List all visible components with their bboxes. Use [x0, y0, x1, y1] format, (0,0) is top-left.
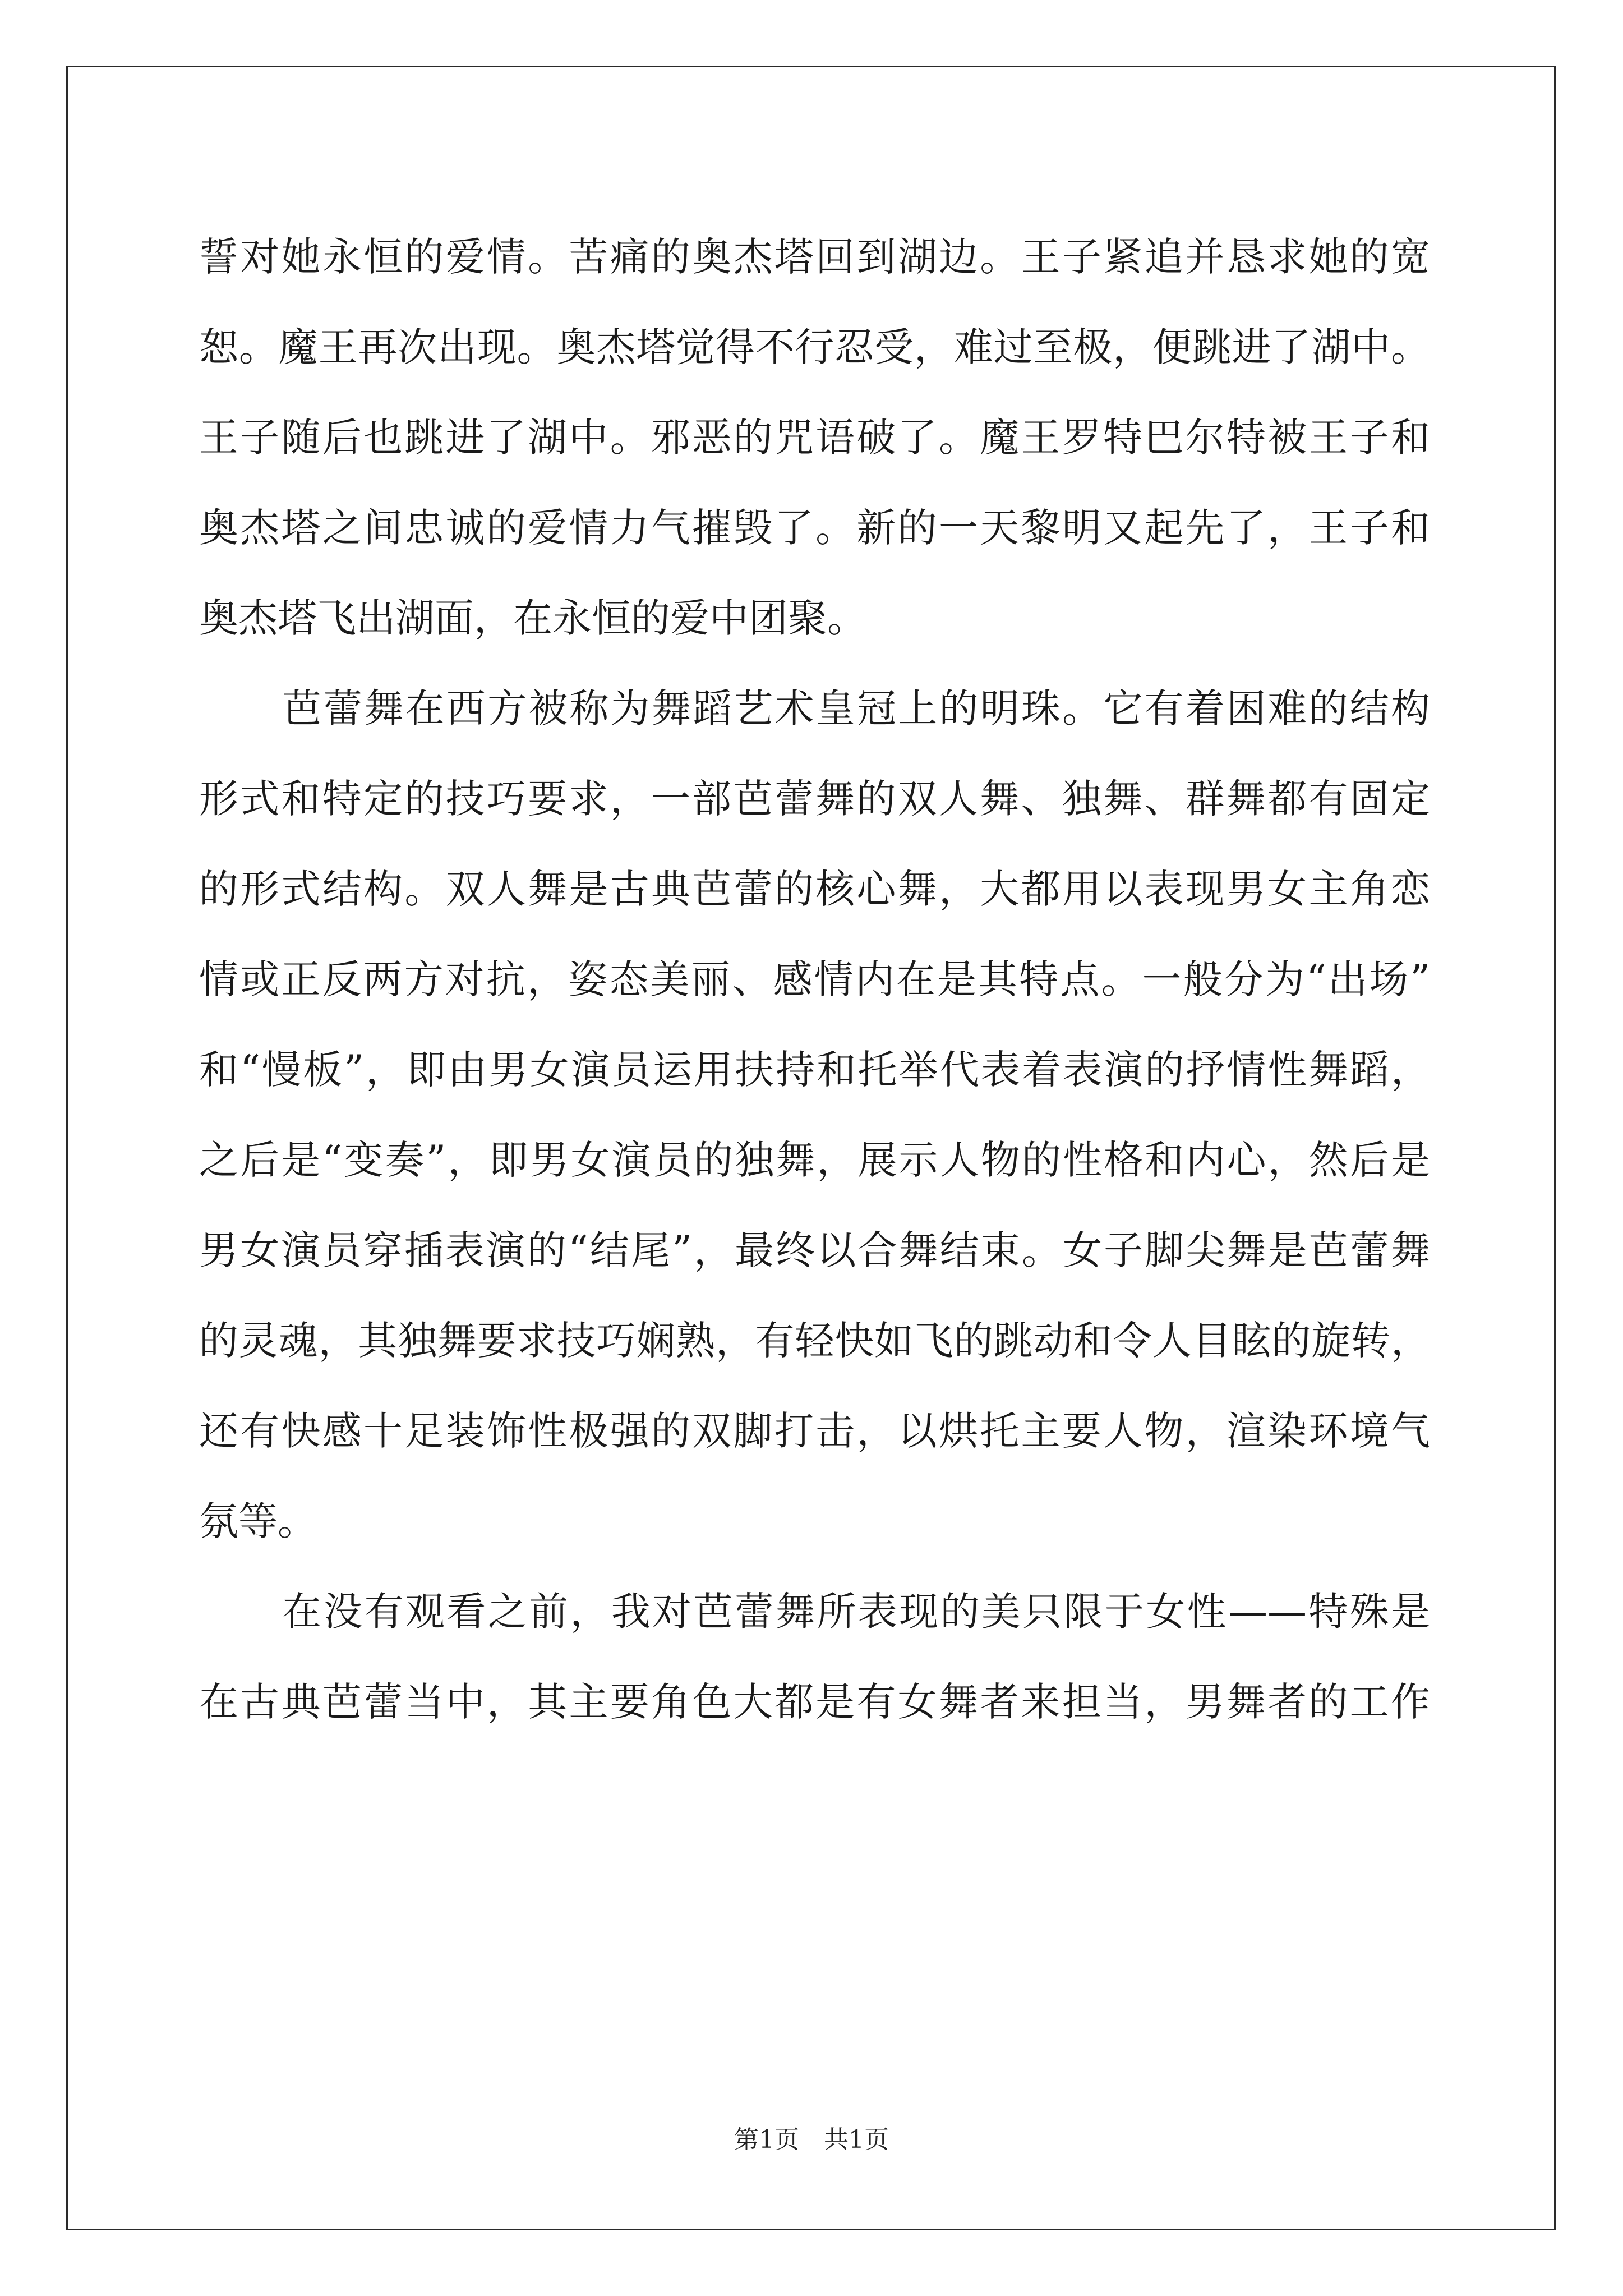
text-line: 男女演员穿插表演的“结尾”，最终以合舞结束。女子脚尖舞是芭蕾舞: [199, 1227, 1430, 1273]
paragraph-first-line: 在没有观看之前，我对芭蕾舞所表现的美只限于女性——特殊是: [282, 1589, 1430, 1635]
text-line: 奥杰塔飞出湖面，在永恒的爱中团聚。: [199, 595, 866, 641]
text-line: 在古典芭蕾当中，其主要角色大都是有女舞者来担当，男舞者的工作: [199, 1679, 1430, 1725]
text-line: 情或正反两方对抗，姿态美丽、感情内在是其特点。一般分为“出场”: [199, 956, 1430, 1002]
page-footer: 第1页 共1页: [734, 2125, 889, 2154]
document-body: [199, 212, 1430, 1747]
text-line: 还有快感十足装饰性极强的双脚打击，以烘托主要人物，渲染环境气: [199, 1408, 1430, 1454]
text-line: 奥杰塔之间忠诚的爱情力气摧毁了。新的一天黎明又起先了，王子和: [199, 505, 1430, 551]
text-line: 氛等。: [199, 1498, 317, 1544]
text-line: 恕。魔王再次出现。奥杰塔觉得不行忍受，难过至极，便跳进了湖中。: [199, 324, 1430, 370]
text-line: 王子随后也跳进了湖中。邪恶的咒语破了。魔王罗特巴尔特被王子和: [199, 415, 1430, 461]
text-line: 的形式结构。双人舞是古典芭蕾的核心舞，大都用以表现男女主角恋: [199, 866, 1430, 912]
text-line: 之后是“变奏”，即男女演员的独舞，展示人物的性格和内心，然后是: [199, 1137, 1430, 1183]
text-line: 誓对她永恒的爱情。苦痛的奥杰塔回到湖边。王子紧追并恳求她的宽: [199, 234, 1430, 280]
text-line: 形式和特定的技巧要求，一部芭蕾舞的双人舞、独舞、群舞都有固定: [199, 776, 1430, 822]
text-line: 的灵魂，其独舞要求技巧娴熟，有轻快如飞的跳动和令人目眩的旋转，: [199, 1318, 1430, 1364]
paragraph-first-line: 芭蕾舞在西方被称为舞蹈艺术皇冠上的明珠。它有着困难的结构: [282, 685, 1430, 731]
text-line: 和“慢板”，即由男女演员运用扶持和托举代表着表演的抒情性舞蹈，: [199, 1047, 1430, 1093]
